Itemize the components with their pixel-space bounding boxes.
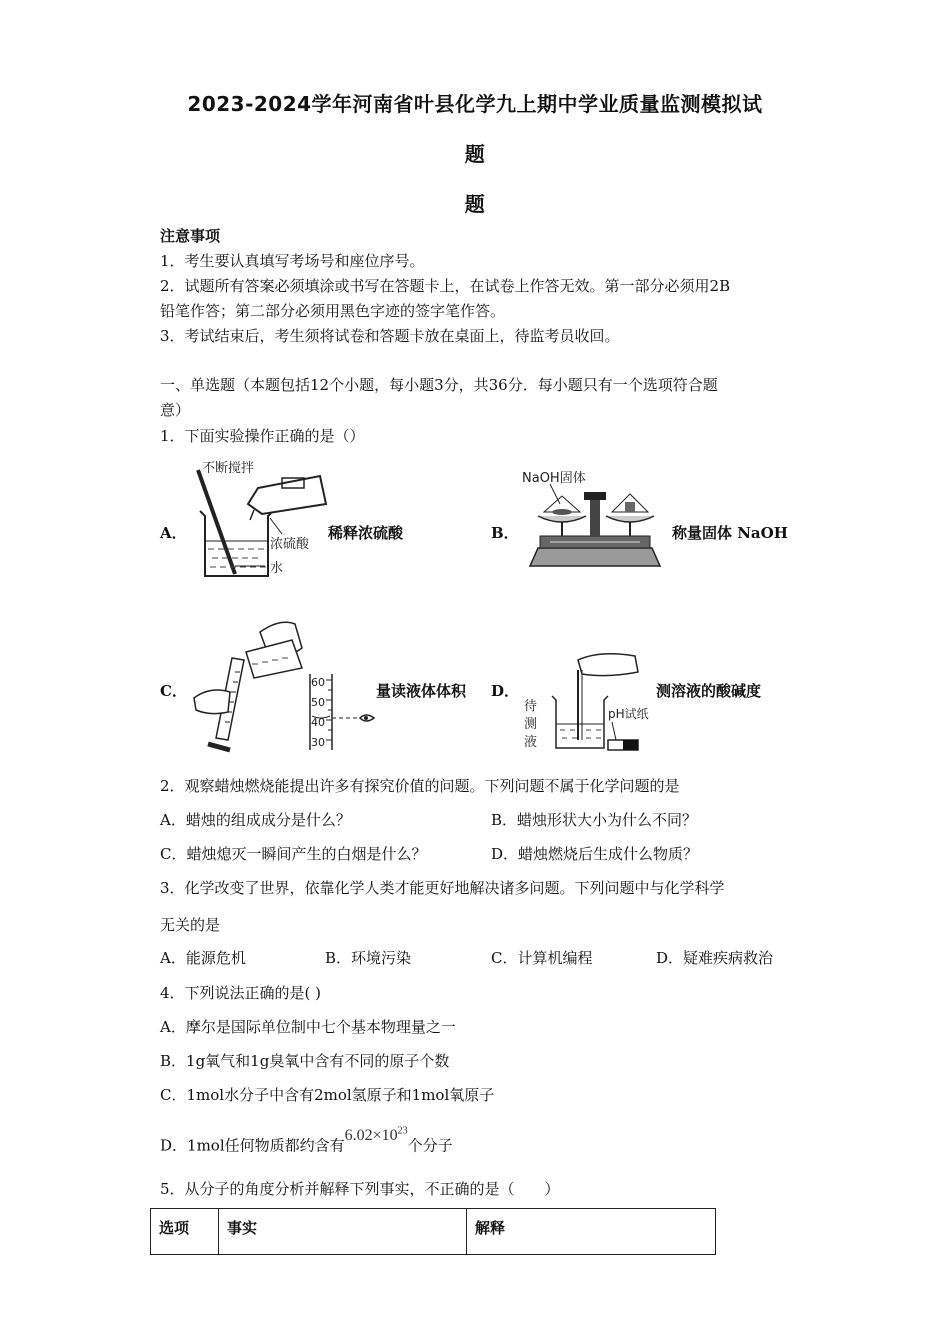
q1-figure-b [520, 466, 670, 578]
q3-stem-cont: 无关的是 [160, 916, 221, 934]
tick-40: 40 [311, 716, 325, 729]
table-header-option: 选项 [151, 1209, 219, 1255]
label-acid: 浓硫酸 [270, 537, 310, 552]
q1-option-c-letter: C． [160, 682, 187, 700]
q1-stem: 1．下面实验操作正确的是（） [160, 427, 365, 445]
left-pan [538, 516, 586, 522]
q1-option-d-letter: D． [491, 682, 520, 700]
q4-option-a: A．摩尔是国际单位制中七个基本物理量之一 [160, 1018, 456, 1036]
q1-figure-a [190, 456, 330, 581]
q4-option-d-prefix: D．1mol任何物质都约含有 [160, 1136, 345, 1155]
q3-option-c: C．计算机编程 [491, 949, 593, 967]
q5-table [150, 1208, 716, 1255]
q1-option-c-caption: 量读液体体积 [376, 682, 467, 700]
q3-option-d: D．疑难疾病救治 [656, 949, 774, 967]
q1-option-a-caption: 稀释浓硫酸 [328, 524, 404, 542]
table-header-fact: 事实 [219, 1209, 467, 1255]
tick-30: 30 [311, 736, 325, 749]
hand [578, 654, 638, 676]
q4-stem: 4．下列说法正确的是( ) [160, 984, 322, 1002]
notice-item-3: 3．考试结束后，考生须将试卷和答题卡放在桌面上，待监考员收回。 [160, 327, 620, 345]
q2-option-a: A．蜡烛的组成成分是什么？ [160, 811, 351, 829]
tick-50: 50 [311, 696, 325, 709]
q4-option-b: B．1g氧气和1g臭氧中含有不同的原子个数 [160, 1052, 450, 1070]
q5-stem: 5．从分子的角度分析并解释下列事实，不正确的是（ ） [160, 1180, 560, 1198]
q1-option-d-caption: 测溶液的酸碱度 [656, 682, 762, 700]
page-title: 2023-2024学年河南省叶县化学九上期中学业质量监测模拟试 [187, 92, 763, 116]
notice-item-2: 2．试题所有答案必须填涂或书写在答题卡上，在试卷上作答无效。第一部分必须用2B [160, 277, 731, 295]
q3-stem: 3．化学改变了世界，依靠化学人类才能更好地解决诸多问题。下列问题中与化学科学 [160, 879, 725, 897]
label-ph-paper: pH试纸 [608, 707, 649, 721]
page-title-continued: 题 [464, 142, 486, 166]
notice-item-2-cont: 铅笔作答；第二部分必须用黑色字迹的签字笔作答。 [160, 302, 506, 320]
page-title-repeat: 题 [464, 192, 486, 216]
holding-hand [194, 690, 230, 714]
q3-option-a: A．能源危机 [160, 949, 246, 967]
q4-option-d-suffix: 个分子 [407, 1136, 453, 1155]
q3-option-b: B．环境污染 [325, 949, 412, 967]
label-naoh-solid: NaOH固体 [522, 471, 586, 486]
q1-figure-d [520, 648, 660, 756]
beaker [552, 696, 608, 748]
section-heading: 一、单选题（本题包括12个小题，每小题3分，共36分．每小题只有一个选项符合题 [160, 376, 718, 394]
balance-base [530, 548, 660, 566]
label-stir: 不断搅拌 [202, 461, 255, 476]
right-pan [606, 516, 654, 522]
reagent-bottle [246, 640, 302, 678]
notice-heading: 注意事项 [160, 227, 221, 245]
notice-item-1: 1．考生要认真填写考场号和座位序号。 [160, 252, 425, 270]
tick-60: 60 [311, 676, 325, 689]
label-liquid-2: 测 [524, 717, 538, 732]
q1-figure-c [190, 612, 380, 754]
q4-option-d [160, 1126, 453, 1156]
table-header-row [151, 1209, 716, 1255]
q4-option-c: C．1mol水分子中含有2mol氢原子和1mol氧原子 [160, 1086, 495, 1104]
q2-option-d: D．蜡烛燃烧后生成什么物质？ [491, 845, 699, 863]
section-heading-cont: 意） [160, 401, 191, 419]
avogadro-number: $6.02\times 10^{23}$ [344, 1126, 408, 1145]
q1-option-b-letter: B． [491, 524, 519, 542]
label-liquid-1: 待 [524, 699, 538, 714]
q1-option-a-letter: A． [160, 524, 187, 542]
q1-option-b-caption: 称量固体 NaOH [672, 524, 788, 542]
q2-option-b: B．蜡烛形状大小为什么不同？ [491, 811, 698, 829]
q2-stem: 2．观察蜡烛燃烧能提出许多有探究价值的问题。下列问题不属于化学问题的是 [160, 777, 680, 795]
acid-bottle [248, 476, 326, 514]
table-header-explanation: 解释 [467, 1209, 716, 1255]
q2-option-c: C．蜡烛熄灭一瞬间产生的白烟是什么？ [160, 845, 427, 863]
label-water: 水 [270, 561, 284, 576]
label-liquid-3: 液 [524, 735, 538, 750]
